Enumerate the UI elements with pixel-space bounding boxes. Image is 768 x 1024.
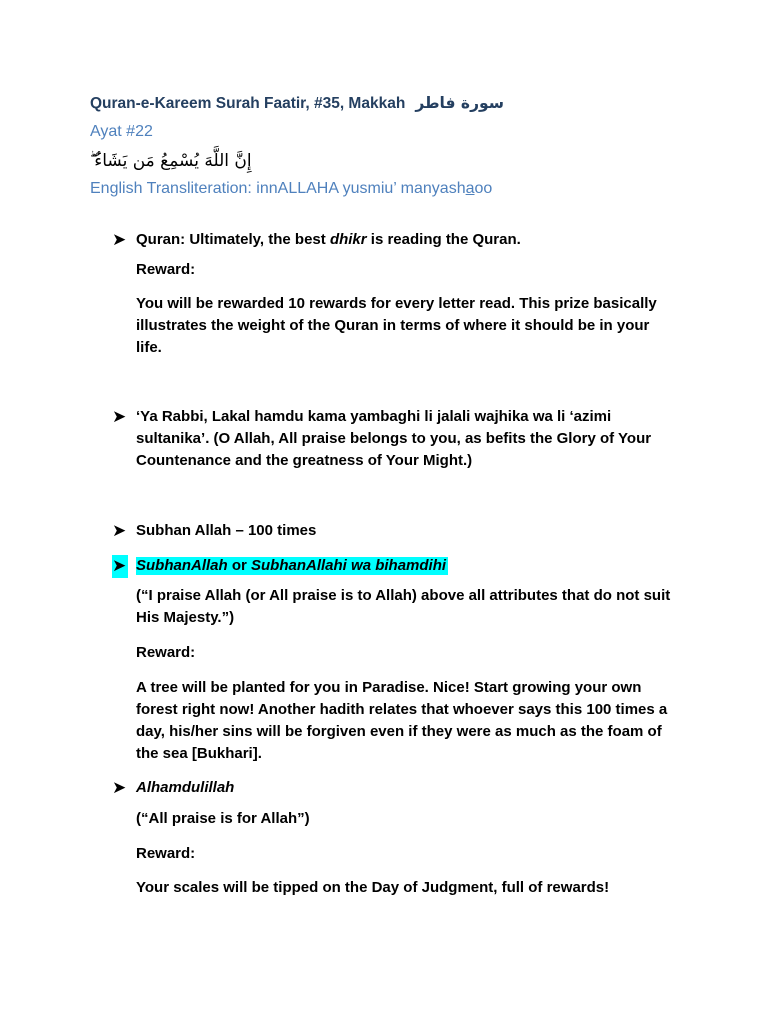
- quran-reward-label: Reward:: [136, 261, 196, 278]
- arrowhead-bullet-icon: ➤: [112, 778, 127, 797]
- arrowhead-bullet-icon: ➤: [112, 555, 128, 578]
- transliteration: [90, 180, 492, 198]
- bullet-text: [136, 229, 676, 251]
- arrowhead-bullet-icon: ➤: [112, 407, 127, 426]
- arrowhead-bullet-icon: ➤: [112, 230, 127, 249]
- translit-suffix: oo: [474, 180, 493, 197]
- ya-rabbi-text: ‘Ya Rabbi, Lakal hamdu kama yambaghi li jalali wajhika wa li ‘azimi sultanika’. (O Allah, All praise belongs to you, as befits the Glory of Your Countenance and the greatness of Your Might.): [136, 408, 652, 469]
- alhamdulillah-meaning: (“All praise is for Allah”): [136, 810, 310, 827]
- subhanallah-reward-label: Reward:: [136, 644, 196, 661]
- subhanallah-meaning: (“I praise Allah (or All praise is to Allah) above all attributes that do not suit His Majesty.”): [136, 587, 671, 626]
- title-arabic: سورة فاطر: [415, 94, 504, 112]
- subhanallah-reward-text: A tree will be planted for you in Paradise. Nice! Start growing your own forest right now! Another hadith relates that whoever says this 100 times a day, his/her sins will be forgiven even if they were as much as the foam of the sea [Bukhari].: [136, 679, 668, 762]
- quran-prefix: Quran: Ultimately, the best: [136, 231, 330, 248]
- quran-reward-text: You will be rewarded 10 rewards for every letter read. This prize basically illustrates the weight of the Quran in terms of where it should be in your life.: [136, 295, 657, 356]
- alhamdulillah-italic: Alhamdulillah: [136, 779, 235, 796]
- subhanallah-text: [136, 555, 676, 577]
- arabic-verse: إِنَّ اللَّهَ يُسْمِعُ مَن يَشَاءُ ۖ: [90, 151, 252, 171]
- ayat-number: Ayat #22: [90, 123, 153, 140]
- subhan-100-text: Subhan Allah – 100 times: [136, 522, 317, 539]
- translit-prefix: English Transliteration: innALLAHA yusmiu’ manyash: [90, 180, 466, 197]
- subhanallah-or: or: [227, 557, 252, 574]
- quran-italic: dhikr: [329, 231, 367, 248]
- subhanallah-bihamdihi-italic: SubhanAllahi wa bihamdihi: [251, 557, 447, 574]
- quran-suffix: is reading the Quran.: [366, 231, 521, 248]
- title-text: Quran-e-Kareem Surah Faatir, #35, Makkah: [90, 95, 406, 112]
- translit-underlined: a: [465, 180, 475, 197]
- subhanallah-italic: SubhanAllah: [136, 557, 228, 574]
- arrowhead-bullet-icon: ➤: [112, 521, 127, 540]
- alhamdulillah-reward-label: Reward:: [136, 845, 196, 862]
- alhamdulillah-reward-text: Your scales will be tipped on the Day of Judgment, full of rewards!: [136, 879, 610, 896]
- alhamdulillah-text: [136, 777, 676, 799]
- document-title: [90, 94, 504, 113]
